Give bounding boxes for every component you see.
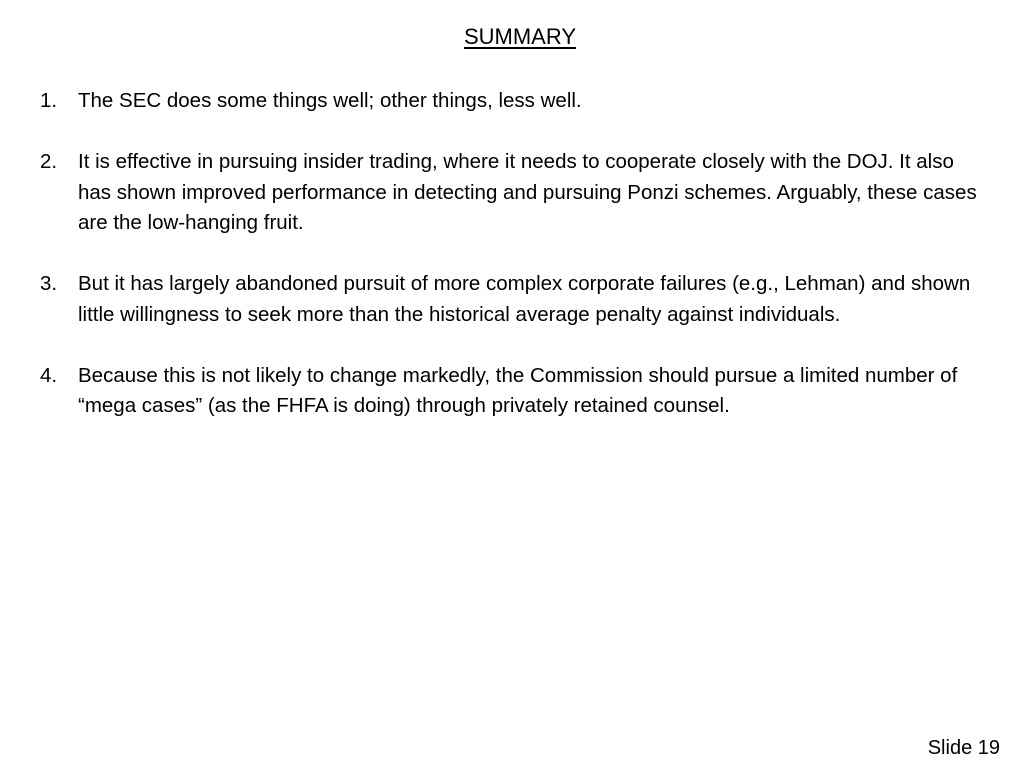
summary-item-1 [40,86,990,117]
item-text: But it has largely abandoned pursuit of more complex corporate failures (e.g., Lehman) and shown little willingness to seek more than the historical average penalty against individuals. [78,272,971,326]
item-text: It is effective in pursuing insider trading, where it needs to cooperate closely with the DOJ. It also has shown improved performance in detecting and pursuing Ponzi schemes. Arguably, these cases are the low-hanging fruit. [78,150,977,234]
item-text: The SEC does some things well; other things, less well. [78,89,582,112]
slide-number: Slide 19 [927,737,1000,759]
item-number: 3. [40,272,58,295]
summary-list [40,86,990,452]
item-text: Because this is not likely to change markedly, the Commission should pursue a limited number of “mega cases” (as the FHFA is doing) through privately retained counsel. [78,363,958,417]
summary-item-3 [40,269,990,330]
slide-title: SUMMARY [463,24,577,49]
item-number: 2. [40,150,58,173]
summary-item-2 [40,147,990,239]
item-number: 1. [40,89,58,112]
summary-item-4 [40,361,990,422]
item-number: 4. [40,363,58,387]
